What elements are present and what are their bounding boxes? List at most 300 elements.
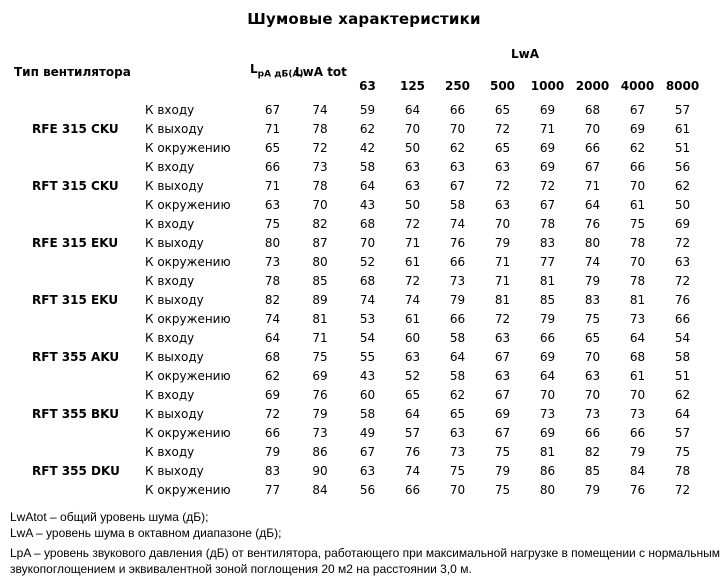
band-value: 62 <box>674 178 691 193</box>
band-value: 67 <box>494 425 511 440</box>
band-value: 57 <box>404 425 421 440</box>
header-spacer <box>14 43 345 61</box>
page-title: Шумовые характеристики <box>247 10 481 28</box>
measurement-point-label: К окружению <box>145 140 231 155</box>
lwa-tot-value: 76 <box>312 387 328 402</box>
band-value: 64 <box>449 349 466 364</box>
band-value: 69 <box>674 216 691 231</box>
band-value: 63 <box>404 349 421 364</box>
band-value: 67 <box>359 444 376 459</box>
band-value: 72 <box>674 273 691 288</box>
fan-type-cell <box>14 157 140 176</box>
band-value: 85 <box>584 463 601 478</box>
lpa-value: 73 <box>264 254 281 269</box>
table-row <box>14 233 705 252</box>
band-value: 72 <box>494 178 511 193</box>
table-row <box>14 195 705 214</box>
band-value: 60 <box>359 387 376 402</box>
band-value: 66 <box>584 425 601 440</box>
table-row <box>14 214 705 233</box>
band-value: 58 <box>449 368 466 383</box>
band-value: 76 <box>404 444 421 459</box>
measurement-point-label: К входу <box>145 273 195 288</box>
band-value: 57 <box>674 102 691 117</box>
band-value: 63 <box>584 368 601 383</box>
band-value: 73 <box>629 406 646 421</box>
fan-type-cell <box>14 442 140 461</box>
measurement-point-label: К окружению <box>145 254 231 269</box>
band-value: 71 <box>539 121 556 136</box>
table-row <box>14 442 705 461</box>
band-value: 69 <box>539 425 556 440</box>
lwa-tot-value: 87 <box>312 235 328 250</box>
band-value: 60 <box>404 330 421 345</box>
band-value: 74 <box>404 463 421 478</box>
measurement-point-label: К входу <box>145 216 195 231</box>
band-value: 61 <box>404 311 421 326</box>
lwa-tot-value: 81 <box>312 311 328 326</box>
band-value: 42 <box>359 140 376 155</box>
band-value: 56 <box>359 482 376 497</box>
band-value: 66 <box>629 425 646 440</box>
band-value: 67 <box>629 102 646 117</box>
band-value: 70 <box>584 121 601 136</box>
band-value: 78 <box>539 216 556 231</box>
band-value: 63 <box>449 425 466 440</box>
band-value: 73 <box>449 444 466 459</box>
lpa-value: 77 <box>264 482 281 497</box>
lpa-value: 71 <box>264 121 281 136</box>
lpa-value: 69 <box>264 387 281 402</box>
band-value: 70 <box>449 121 466 136</box>
band-value: 69 <box>539 140 556 155</box>
band-value: 63 <box>449 159 466 174</box>
band-value: 79 <box>584 482 601 497</box>
band-value: 50 <box>404 197 421 212</box>
band-value: 72 <box>494 121 511 136</box>
table-row <box>14 271 705 290</box>
band-value: 70 <box>359 235 376 250</box>
table-row <box>14 347 705 366</box>
band-value: 66 <box>449 102 466 117</box>
band-value: 81 <box>539 273 556 288</box>
band-value: 72 <box>404 216 421 231</box>
band-value: 43 <box>359 197 376 212</box>
footnote-lwa: LwA – уровень шума в октавном диапазоне (дБ); <box>10 526 282 540</box>
fan-type-cell <box>14 271 140 290</box>
band-value: 76 <box>629 482 646 497</box>
band-value: 61 <box>629 197 646 212</box>
band-value: 78 <box>629 273 646 288</box>
fan-type-cell <box>14 195 140 214</box>
lwa-tot-value: 79 <box>312 406 328 421</box>
lwa-tot-value: 73 <box>312 159 328 174</box>
band-value: 63 <box>494 368 511 383</box>
lpa-value: 64 <box>264 330 281 345</box>
band-value: 72 <box>404 273 421 288</box>
band-value: 75 <box>449 463 466 478</box>
band-value: 62 <box>359 121 376 136</box>
footnote-lpa: LpA – уровень звукового давления (дБ) от вентилятора, работающего при максимальной нагрузке в помещении с нормальным звукопоглощением и эквивалентной зоной поглощения 20 м2 на расстоянии 3,0 м. <box>10 546 721 576</box>
lwa-tot-value: 72 <box>312 140 328 155</box>
fan-type-cell <box>14 309 140 328</box>
freq-header-250: 250 <box>444 79 471 93</box>
band-value: 79 <box>629 444 646 459</box>
band-value: 76 <box>674 292 691 307</box>
band-value: 85 <box>539 292 556 307</box>
fan-type-cell: RFT 355 BKU <box>32 406 120 421</box>
band-value: 66 <box>404 482 421 497</box>
band-value: 70 <box>629 254 646 269</box>
band-value: 71 <box>584 178 601 193</box>
lwa-tot-value: 78 <box>312 178 328 193</box>
band-value: 63 <box>674 254 691 269</box>
measurement-point-label: К выходу <box>145 406 204 421</box>
band-value: 81 <box>629 292 646 307</box>
band-value: 69 <box>494 406 511 421</box>
band-value: 70 <box>629 387 646 402</box>
band-value: 50 <box>674 197 691 212</box>
band-value: 70 <box>584 349 601 364</box>
measurement-point-label: К окружению <box>145 311 231 326</box>
band-value: 71 <box>494 254 511 269</box>
fan-type-cell <box>14 328 140 347</box>
lpa-value: 72 <box>264 406 281 421</box>
band-value: 83 <box>539 235 556 250</box>
noise-table-body <box>14 100 705 499</box>
band-value: 57 <box>674 425 691 440</box>
fan-type-cell <box>14 100 140 119</box>
fan-type-cell <box>14 252 140 271</box>
band-value: 74 <box>359 292 376 307</box>
band-value: 63 <box>359 463 376 478</box>
table-row <box>14 385 705 404</box>
frequency-header-row <box>14 79 705 100</box>
band-value: 69 <box>539 159 556 174</box>
lpa-subscript: pA дБ(A) <box>257 69 304 79</box>
band-value: 63 <box>494 159 511 174</box>
header-spacer <box>140 61 250 79</box>
lpa-value: 83 <box>264 463 281 478</box>
table-row <box>14 404 705 423</box>
band-value: 68 <box>584 102 601 117</box>
band-value: 75 <box>674 444 691 459</box>
band-value: 73 <box>629 311 646 326</box>
band-value: 79 <box>449 292 466 307</box>
noise-table <box>14 43 705 499</box>
band-value: 75 <box>584 311 601 326</box>
measurement-point-label: К окружению <box>145 368 231 383</box>
lwa-tot-value: 74 <box>312 102 328 117</box>
band-value: 67 <box>449 178 466 193</box>
table-row <box>14 290 705 309</box>
band-value: 70 <box>539 387 556 402</box>
band-value: 56 <box>674 159 691 174</box>
band-value: 58 <box>359 406 376 421</box>
header-spacer <box>345 61 705 79</box>
band-value: 63 <box>404 159 421 174</box>
band-value: 71 <box>404 235 421 250</box>
band-value: 62 <box>449 387 466 402</box>
band-value: 74 <box>584 254 601 269</box>
band-value: 49 <box>359 425 376 440</box>
band-value: 61 <box>674 121 691 136</box>
footnotes <box>10 509 722 577</box>
lpa-symbol: L <box>250 61 258 76</box>
lpa-value: 74 <box>264 311 281 326</box>
band-value: 73 <box>449 273 466 288</box>
band-value: 54 <box>674 330 691 345</box>
freq-header-63: 63 <box>359 79 376 93</box>
band-value: 67 <box>539 197 556 212</box>
fan-type-cell <box>14 138 140 157</box>
band-value: 67 <box>584 159 601 174</box>
lwa-tot-value: 85 <box>312 273 328 288</box>
measurement-point-label: К входу <box>145 330 195 345</box>
freq-header-4000: 4000 <box>620 79 655 93</box>
lwa-tot-value: 69 <box>312 368 328 383</box>
lpa-column-header <box>250 61 304 79</box>
band-value: 69 <box>539 349 556 364</box>
band-value: 78 <box>629 235 646 250</box>
band-value: 79 <box>494 463 511 478</box>
measurement-point-label: К окружению <box>145 197 231 212</box>
band-value: 69 <box>539 102 556 117</box>
lpa-value: 66 <box>264 425 281 440</box>
freq-header-2000: 2000 <box>575 79 610 93</box>
band-value: 72 <box>674 235 691 250</box>
table-row <box>14 252 705 271</box>
lwa-tot-value: 82 <box>312 216 328 231</box>
lwa-tot-value: 73 <box>312 425 328 440</box>
band-value: 73 <box>539 406 556 421</box>
band-value: 71 <box>494 273 511 288</box>
band-value: 62 <box>629 140 646 155</box>
measurement-point-label: К входу <box>145 159 195 174</box>
band-value: 76 <box>584 216 601 231</box>
band-value: 64 <box>584 197 601 212</box>
band-value: 68 <box>359 216 376 231</box>
measurement-point-label: К выходу <box>145 178 204 193</box>
band-value: 58 <box>359 159 376 174</box>
band-value: 70 <box>449 482 466 497</box>
fan-type-cell: RFT 315 CKU <box>32 178 119 193</box>
band-value: 73 <box>584 406 601 421</box>
fan-type-cell <box>14 366 140 385</box>
band-value: 63 <box>494 197 511 212</box>
band-value: 72 <box>674 482 691 497</box>
freq-header-500: 500 <box>489 79 516 93</box>
band-value: 61 <box>629 368 646 383</box>
freq-header-8000: 8000 <box>665 79 700 93</box>
band-value: 63 <box>404 178 421 193</box>
band-value: 66 <box>449 254 466 269</box>
lpa-value: 82 <box>264 292 281 307</box>
band-value: 82 <box>584 444 601 459</box>
band-value: 80 <box>539 482 556 497</box>
band-value: 64 <box>359 178 376 193</box>
table-row <box>14 100 705 119</box>
band-value: 79 <box>494 235 511 250</box>
table-row <box>14 176 705 195</box>
measurement-point-label: К окружению <box>145 425 231 440</box>
fan-type-cell <box>14 214 140 233</box>
table-row <box>14 423 705 442</box>
band-value: 84 <box>629 463 646 478</box>
band-value: 64 <box>674 406 691 421</box>
band-value: 81 <box>494 292 511 307</box>
band-value: 53 <box>359 311 376 326</box>
band-value: 79 <box>584 273 601 288</box>
measurement-point-label: К входу <box>145 102 195 117</box>
measurement-point-label: К окружению <box>145 482 231 497</box>
fan-type-cell <box>14 480 140 499</box>
table-row <box>14 461 705 480</box>
band-value: 67 <box>494 387 511 402</box>
fan-type-column-header: Тип вентилятора <box>14 65 131 79</box>
band-value: 66 <box>539 330 556 345</box>
band-value: 70 <box>494 216 511 231</box>
band-value: 65 <box>584 330 601 345</box>
measurement-point-label: К входу <box>145 444 195 459</box>
lpa-value: 67 <box>264 102 281 117</box>
band-value: 65 <box>494 102 511 117</box>
measurement-point-label: К выходу <box>145 349 204 364</box>
table-row <box>14 309 705 328</box>
lwa-tot-value: 80 <box>312 254 328 269</box>
band-value: 63 <box>494 330 511 345</box>
band-value: 79 <box>539 311 556 326</box>
lpa-value: 68 <box>264 349 281 364</box>
band-value: 86 <box>539 463 556 478</box>
band-value: 74 <box>449 216 466 231</box>
freq-header-1000: 1000 <box>530 79 565 93</box>
band-value: 72 <box>539 178 556 193</box>
measurement-point-label: К выходу <box>145 463 204 478</box>
lpa-value: 65 <box>264 140 281 155</box>
band-value: 51 <box>674 368 691 383</box>
lwa-tot-value: 75 <box>312 349 328 364</box>
band-value: 66 <box>584 140 601 155</box>
band-value: 72 <box>494 311 511 326</box>
band-value: 43 <box>359 368 376 383</box>
fan-type-cell: RFT 355 DKU <box>32 463 120 478</box>
band-value: 77 <box>539 254 556 269</box>
lwa-tot-value: 71 <box>312 330 328 345</box>
lwa-group-header-row <box>14 43 705 61</box>
band-value: 75 <box>494 482 511 497</box>
band-value: 51 <box>674 140 691 155</box>
fan-type-cell: RFE 315 CKU <box>32 121 119 136</box>
band-value: 66 <box>674 311 691 326</box>
measurement-point-label: К выходу <box>145 292 204 307</box>
lpa-value: 78 <box>264 273 281 288</box>
table-row <box>14 138 705 157</box>
band-value: 67 <box>494 349 511 364</box>
fan-type-cell: RFE 315 EKU <box>32 235 119 250</box>
table-row <box>14 480 705 499</box>
band-value: 64 <box>404 406 421 421</box>
band-value: 78 <box>674 463 691 478</box>
band-value: 68 <box>359 273 376 288</box>
band-value: 75 <box>629 216 646 231</box>
band-value: 59 <box>359 102 376 117</box>
measurement-point-label: К выходу <box>145 235 204 250</box>
band-value: 64 <box>404 102 421 117</box>
fan-type-cell <box>14 423 140 442</box>
fan-type-cell: RFT 315 EKU <box>32 292 119 307</box>
lpa-value: 62 <box>264 368 281 383</box>
lwa-tot-column-header: LwA tot <box>295 65 347 79</box>
table-row <box>14 328 705 347</box>
main-header-row <box>14 61 705 79</box>
band-value: 58 <box>449 197 466 212</box>
band-value: 58 <box>449 330 466 345</box>
lwa-tot-value: 84 <box>312 482 328 497</box>
band-value: 65 <box>494 140 511 155</box>
band-value: 70 <box>584 387 601 402</box>
measurement-point-label: К входу <box>145 387 195 402</box>
table-row <box>14 157 705 176</box>
band-value: 83 <box>584 292 601 307</box>
lwa-tot-value: 78 <box>312 121 328 136</box>
lpa-value: 71 <box>264 178 281 193</box>
band-value: 65 <box>449 406 466 421</box>
fan-type-cell <box>14 385 140 404</box>
band-value: 55 <box>359 349 376 364</box>
band-value: 80 <box>584 235 601 250</box>
band-value: 52 <box>404 368 421 383</box>
table-row <box>14 119 705 138</box>
lwa-tot-value: 86 <box>312 444 328 459</box>
band-value: 66 <box>449 311 466 326</box>
band-value: 65 <box>404 387 421 402</box>
band-value: 54 <box>359 330 376 345</box>
lpa-value: 80 <box>264 235 281 250</box>
lpa-value: 63 <box>264 197 281 212</box>
band-value: 62 <box>674 387 691 402</box>
band-value: 74 <box>404 292 421 307</box>
lwa-group-header: LwA <box>511 47 540 61</box>
fan-type-cell: RFT 355 AKU <box>32 349 120 364</box>
lpa-value: 75 <box>264 216 281 231</box>
lpa-value: 66 <box>264 159 281 174</box>
band-value: 50 <box>404 140 421 155</box>
band-value: 62 <box>449 140 466 155</box>
measurement-point-label: К выходу <box>145 121 204 136</box>
band-value: 70 <box>629 178 646 193</box>
band-value: 76 <box>449 235 466 250</box>
band-value: 58 <box>674 349 691 364</box>
lpa-value: 79 <box>264 444 281 459</box>
band-value: 61 <box>404 254 421 269</box>
band-value: 52 <box>359 254 376 269</box>
freq-header-125: 125 <box>399 79 426 93</box>
footnote-lwatot: LwAtot – общий уровень шума (дБ); <box>10 510 209 524</box>
lwa-tot-value: 70 <box>312 197 328 212</box>
band-value: 66 <box>629 159 646 174</box>
band-value: 69 <box>629 121 646 136</box>
table-row <box>14 366 705 385</box>
lwa-tot-value: 90 <box>312 463 328 478</box>
band-value: 75 <box>494 444 511 459</box>
header-spacer <box>14 79 345 100</box>
band-value: 70 <box>404 121 421 136</box>
band-value: 64 <box>539 368 556 383</box>
band-value: 68 <box>629 349 646 364</box>
band-value: 81 <box>539 444 556 459</box>
band-value: 64 <box>629 330 646 345</box>
